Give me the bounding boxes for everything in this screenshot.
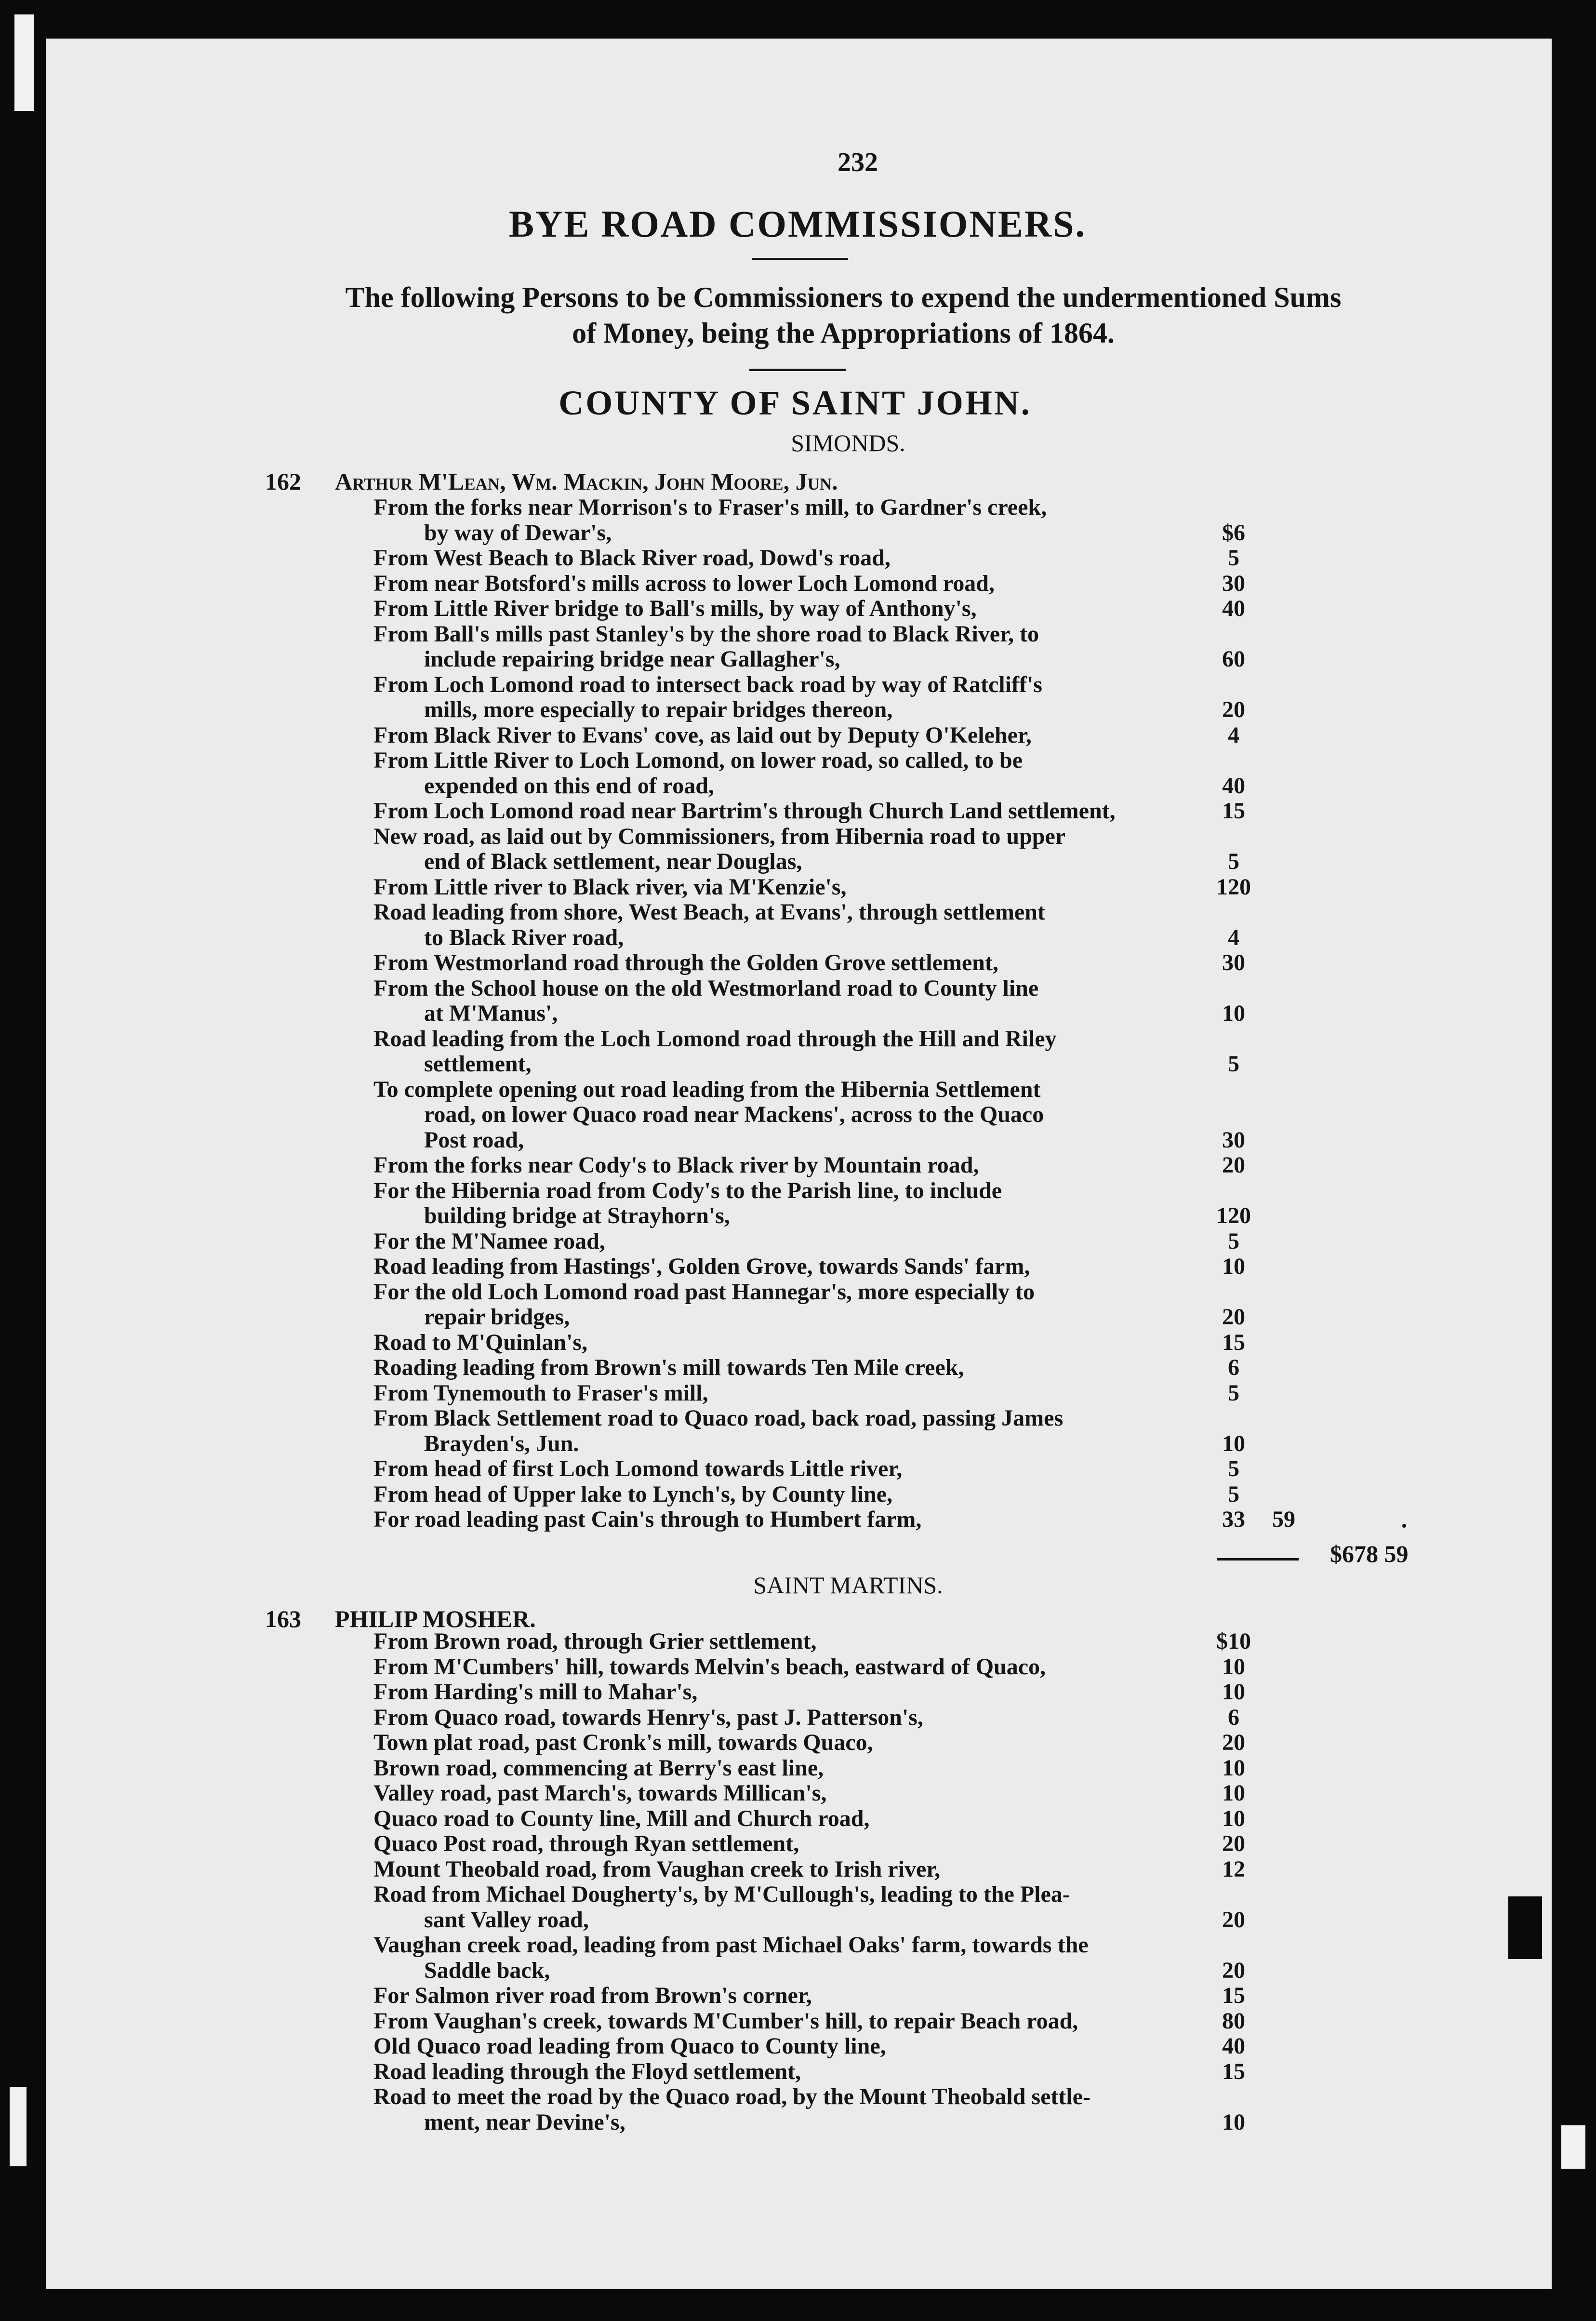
item-description: Vaughan creek road, leading from past Michael Oaks' farm, towards the — [373, 1932, 1089, 1958]
item-amount: $10 — [1216, 1628, 1251, 1654]
item-amount: 5 — [1228, 545, 1239, 571]
item-amount: 80 — [1222, 2008, 1245, 2034]
item-description: Brown road, commencing at Berry's east line, — [373, 1755, 824, 1781]
item-description: To complete opening out road leading from the Hibernia Settlement — [373, 1076, 1041, 1102]
scan-ink-blot — [1508, 1896, 1542, 1959]
item-amount: 4 — [1228, 722, 1239, 748]
item-amount: 5 — [1228, 1456, 1239, 1481]
item-amount: 10 — [1222, 1430, 1245, 1456]
item-description: Old Quaco road leading from Quaco to County line, — [373, 2033, 886, 2059]
item-amount: 4 — [1228, 924, 1239, 950]
section-heading-simonds: SIMONDS. — [791, 429, 905, 456]
item-description: From head of Upper lake to Lynch's, by County line, — [373, 1481, 893, 1507]
item-description: Road to M'Quinlan's, — [373, 1329, 588, 1355]
item-amount: 33 — [1222, 1507, 1245, 1532]
item-description: From Tynemouth to Fraser's mill, — [373, 1380, 708, 1406]
item-amount: 20 — [1222, 697, 1245, 722]
item-description: From the School house on the old Westmorland road to County line — [373, 975, 1039, 1001]
county-heading: COUNTY OF SAINT JOHN. — [559, 384, 1032, 422]
commissioner-names: PHILIP MOSHER. — [335, 1605, 536, 1632]
item-description: From Black River to Evans' cove, as laid out by Deputy O'Keleher, — [373, 722, 1032, 748]
item-description: Road leading through the Floyd settlement, — [373, 2058, 801, 2084]
page-title: BYE ROAD COMMISSIONERS. — [509, 203, 1086, 245]
item-description: road, on lower Quaco road near Mackens', across to the Quaco — [424, 1102, 1044, 1127]
item-amount: 10 — [1222, 1654, 1245, 1680]
item-description: From Vaughan's creek, towards M'Cumber's hill, to repair Beach road, — [373, 2008, 1078, 2034]
item-description: Road leading from the Loch Lomond road through the Hill and Riley — [373, 1026, 1057, 1052]
item-description: sant Valley road, — [424, 1907, 589, 1933]
scan-edge-mark — [14, 14, 34, 111]
item-amount: 40 — [1222, 773, 1245, 799]
item-description: Valley road, past March's, towards Millican's, — [373, 1780, 827, 1806]
item-amount-cents: 59 — [1272, 1507, 1295, 1532]
item-description: For Salmon river road from Brown's corner, — [373, 1983, 812, 2008]
title-rule — [752, 258, 848, 260]
section-heading-saint-martins: SAINT MARTINS. — [753, 1572, 943, 1599]
item-amount: 5 — [1228, 1051, 1239, 1077]
item-description: building bridge at Strayhorn's, — [424, 1203, 730, 1228]
section-total: $678 59 — [1330, 1540, 1409, 1567]
item-description: From Westmorland road through the Golden Grove settlement, — [373, 950, 998, 975]
item-amount: 6 — [1228, 1704, 1239, 1730]
intro-rule — [749, 369, 846, 371]
item-description: From the forks near Cody's to Black river by Mountain road, — [373, 1152, 979, 1178]
item-description: For the Hibernia road from Cody's to the Parish line, to include — [373, 1177, 1002, 1203]
intro-line: The following Persons to be Commissioners to expend the undermentioned Sums — [345, 281, 1342, 313]
item-description: From Black Settlement road to Quaco road, back road, passing James — [373, 1405, 1064, 1431]
item-amount: 40 — [1222, 596, 1245, 621]
item-amount: $6 — [1222, 520, 1245, 546]
item-amount: 40 — [1222, 2033, 1245, 2059]
item-description: Road leading from Hastings', Golden Grove, towards Sands' farm, — [373, 1254, 1030, 1279]
item-amount: 5 — [1228, 1228, 1239, 1254]
item-amount: 12 — [1222, 1856, 1245, 1882]
item-description: From Little river to Black river, via M'Kenzie's, — [373, 874, 847, 900]
item-amount: 60 — [1222, 646, 1245, 672]
item-amount: 15 — [1222, 798, 1245, 824]
item-amount: 15 — [1222, 1983, 1245, 2008]
item-description: expended on this end of road, — [424, 773, 714, 799]
item-description: Road leading from shore, West Beach, at Evans', through settlement — [373, 899, 1045, 925]
item-description: Mount Theobald road, from Vaughan creek to Irish river, — [373, 1856, 941, 1882]
item-description: Town plat road, past Cronk's mill, towards Quaco, — [373, 1730, 873, 1755]
item-description: For the M'Namee road, — [373, 1228, 605, 1254]
entry-number: 162 — [265, 468, 301, 495]
item-description: end of Black settlement, near Douglas, — [424, 849, 802, 874]
item-description: From Brown road, through Grier settlement, — [373, 1628, 817, 1654]
item-amount: 10 — [1222, 1755, 1245, 1781]
item-description: From Harding's mill to Mahar's, — [373, 1679, 698, 1705]
item-amount: 20 — [1222, 1152, 1245, 1178]
item-description: From Loch Lomond road to intersect back road by way of Ratcliff's — [373, 671, 1042, 697]
item-description: ment, near Devine's, — [424, 2109, 625, 2135]
item-description: From M'Cumbers' hill, towards Melvin's beach, eastward of Quaco, — [373, 1654, 1046, 1680]
item-description: mills, more especially to repair bridges thereon, — [424, 697, 893, 722]
intro-line: of Money, being the Appropriations of 1864. — [572, 317, 1115, 349]
subtotal-rule — [1217, 1558, 1299, 1561]
item-description: From Loch Lomond road near Bartrim's through Church Land settlement, — [373, 798, 1116, 824]
item-amount: 120 — [1216, 874, 1251, 900]
scan-speck — [1402, 1524, 1406, 1528]
item-description: From Little River bridge to Ball's mills, by way of Anthony's, — [373, 596, 977, 621]
commissioner-names: Arthur M'Lean, Wm. Mackin, John Moore, Jun. — [335, 468, 838, 495]
item-description: Quaco road to County line, Mill and Church road, — [373, 1805, 870, 1831]
item-description: For the old Loch Lomond road past Hannegar's, more especially to — [373, 1279, 1035, 1305]
scan-edge-mark — [1561, 2125, 1585, 2169]
item-amount: 5 — [1228, 1380, 1239, 1406]
intro-text — [265, 280, 1422, 351]
item-amount: 10 — [1222, 1805, 1245, 1831]
item-description: For road leading past Cain's through to Humbert farm, — [373, 1507, 922, 1532]
page-number: 232 — [838, 147, 878, 177]
item-amount: 6 — [1228, 1355, 1239, 1380]
item-description: Road to meet the road by the Quaco road, by the Mount Theobald settle- — [373, 2084, 1091, 2109]
item-description: Road from Michael Dougherty's, by M'Cullough's, leading to the Plea- — [373, 1881, 1070, 1907]
item-description: Post road, — [424, 1127, 524, 1153]
item-amount: 10 — [1222, 1000, 1245, 1026]
item-description: repair bridges, — [424, 1304, 570, 1330]
item-description: by way of Dewar's, — [424, 520, 612, 546]
item-amount: 10 — [1222, 2109, 1245, 2135]
item-amount: 10 — [1222, 1254, 1245, 1279]
item-description: From Quaco road, towards Henry's, past J. Patterson's, — [373, 1704, 923, 1730]
item-amount: 15 — [1222, 1329, 1245, 1355]
item-amount: 20 — [1222, 1907, 1245, 1933]
item-description: include repairing bridge near Gallagher's, — [424, 646, 840, 672]
item-description: Roading leading from Brown's mill towards Ten Mile creek, — [373, 1355, 964, 1380]
item-description: From Little River to Loch Lomond, on lower road, so called, to be — [373, 747, 1023, 773]
item-amount: 5 — [1228, 849, 1239, 874]
item-amount: 10 — [1222, 1780, 1245, 1806]
item-description: New road, as laid out by Commissioners, from Hibernia road to upper — [373, 823, 1066, 849]
entry-number: 163 — [265, 1605, 301, 1632]
item-description: From West Beach to Black River road, Dowd's road, — [373, 545, 891, 571]
item-description: at M'Manus', — [424, 1000, 558, 1026]
item-amount: 30 — [1222, 1127, 1245, 1153]
item-amount: 120 — [1216, 1203, 1251, 1228]
item-description: Brayden's, Jun. — [424, 1430, 579, 1456]
item-amount: 20 — [1222, 1831, 1245, 1856]
item-amount: 10 — [1222, 1679, 1245, 1705]
item-amount: 15 — [1222, 2058, 1245, 2084]
item-amount: 30 — [1222, 570, 1245, 596]
item-amount: 20 — [1222, 1730, 1245, 1755]
item-description: From Ball's mills past Stanley's by the shore road to Black River, to — [373, 621, 1039, 647]
item-description: Saddle back, — [424, 1957, 550, 1983]
item-description: From the forks near Morrison's to Fraser's mill, to Gardner's creek, — [373, 494, 1047, 520]
scan-edge-mark — [10, 2087, 27, 2166]
item-amount: 20 — [1222, 1304, 1245, 1330]
item-amount: 5 — [1228, 1481, 1239, 1507]
item-amount: 20 — [1222, 1957, 1245, 1983]
item-description: to Black River road, — [424, 924, 624, 950]
item-amount: 30 — [1222, 950, 1245, 975]
item-description: From near Botsford's mills across to lower Loch Lomond road, — [373, 570, 995, 596]
item-description: settlement, — [424, 1051, 532, 1077]
item-description: Quaco Post road, through Ryan settlement, — [373, 1831, 799, 1856]
item-description: From head of first Loch Lomond towards Little river, — [373, 1456, 903, 1481]
